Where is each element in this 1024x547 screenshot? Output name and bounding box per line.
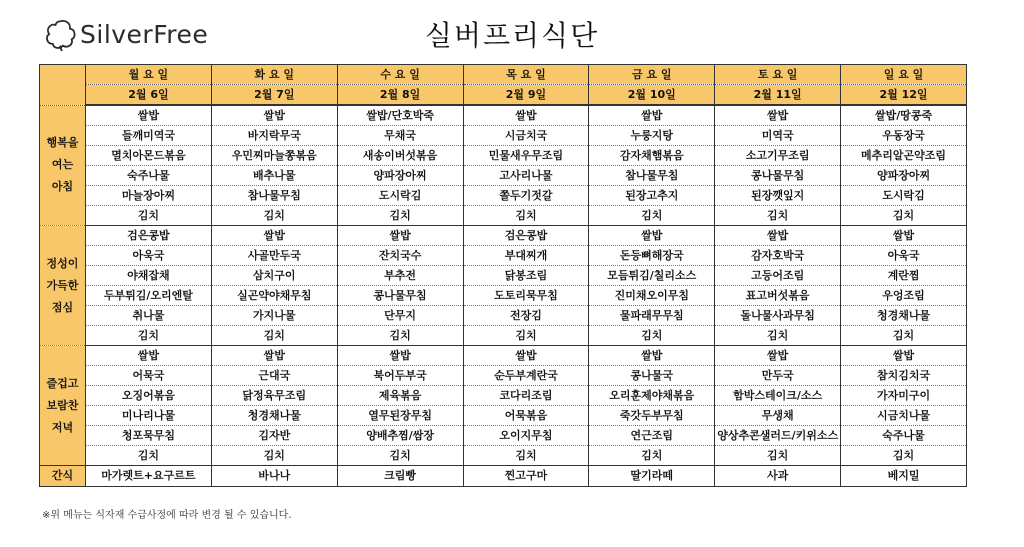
menu-cell: 미나리나물 (86, 406, 212, 426)
menu-cell: 함박스테이크/소스 (715, 386, 841, 406)
menu-cell: 청포묵무침 (86, 426, 212, 446)
menu-cell: 멸치아몬드볶음 (86, 146, 212, 166)
menu-cell: 김치 (841, 326, 967, 346)
menu-cell: 오이지무침 (463, 426, 589, 446)
meal-label-line: 행복을 (46, 136, 79, 150)
menu-cell: 야채잡채 (86, 266, 212, 286)
snack-cell: 크림빵 (337, 466, 463, 487)
menu-cell: 취나물 (86, 306, 212, 326)
menu-cell: 근대국 (211, 366, 337, 386)
day-header: 수 요 일 (337, 65, 463, 85)
menu-cell: 코다리조림 (463, 386, 589, 406)
menu-row (40, 105, 967, 126)
menu-cell: 누룽지탕 (589, 126, 715, 146)
menu-cell: 우동장국 (841, 126, 967, 146)
date-header: 2월 6일 (86, 85, 212, 106)
menu-cell: 잔치국수 (337, 246, 463, 266)
menu-cell: 쫄두기젓갈 (463, 186, 589, 206)
meal-label-line: 아침 (51, 180, 74, 194)
menu-cell: 쌀밥 (211, 105, 337, 126)
menu-row (40, 266, 967, 286)
menu-cell: 양상추콘샐러드/키위소스 (715, 426, 841, 446)
menu-cell: 가자미구이 (841, 386, 967, 406)
menu-cell: 소고기무조림 (715, 146, 841, 166)
menu-cell: 열무된장무침 (337, 406, 463, 426)
menu-cell: 두부튀김/오리엔탈 (86, 286, 212, 306)
menu-cell: 김치 (86, 326, 212, 346)
menu-cell: 김치 (211, 206, 337, 226)
meal-label (40, 346, 86, 466)
meal-label-line: 정성이 (46, 256, 79, 270)
meal-label-line: 보람찬 (46, 398, 79, 412)
menu-cell: 우엉조림 (841, 286, 967, 306)
disclaimer-note: ※위 메뉴는 식자재 수급사정에 따라 변경 될 수 있습니다. (42, 510, 292, 521)
menu-cell: 콩나물무침 (337, 286, 463, 306)
menu-cell: 쌀밥 (337, 346, 463, 366)
menu-cell: 도시락김 (841, 186, 967, 206)
menu-cell: 된장고추지 (589, 186, 715, 206)
menu-row (40, 366, 967, 386)
menu-cell: 삼치구이 (211, 266, 337, 286)
day-header: 금 요 일 (589, 65, 715, 85)
snack-cell: 바나나 (211, 466, 337, 487)
date-header: 2월 7일 (211, 85, 337, 106)
menu-cell: 김치 (86, 206, 212, 226)
menu-cell: 민물새우무조림 (463, 146, 589, 166)
day-header: 화 요 일 (211, 65, 337, 85)
menu-cell: 양배추찜/쌈장 (337, 426, 463, 446)
date-header: 2월 9일 (463, 85, 589, 106)
menu-cell: 고사리나물 (463, 166, 589, 186)
menu-cell: 쌀밥 (211, 226, 337, 246)
menu-cell: 시금치나물 (841, 406, 967, 426)
menu-cell: 메추리알곤약조림 (841, 146, 967, 166)
menu-cell: 참치김치국 (841, 366, 967, 386)
meal-label-line: 가득한 (46, 278, 79, 292)
menu-cell: 전장김 (463, 306, 589, 326)
menu-cell: 쌀밥 (841, 346, 967, 366)
menu-row (40, 386, 967, 406)
menu-cell: 쌀밥 (86, 346, 212, 366)
menu-cell: 김치 (715, 446, 841, 466)
menu-cell: 쌀밥 (463, 105, 589, 126)
menu-cell: 김치 (589, 326, 715, 346)
menu-cell: 쌀밥 (715, 105, 841, 126)
menu-cell: 만두국 (715, 366, 841, 386)
menu-cell: 도시락김 (337, 186, 463, 206)
menu-row (40, 186, 967, 206)
menu-cell: 검은콩밥 (463, 226, 589, 246)
snack-cell: 베지밀 (841, 466, 967, 487)
menu-cell: 무채국 (337, 126, 463, 146)
menu-cell: 쌀밥/단호박죽 (337, 105, 463, 126)
meal-label-line: 점심 (51, 300, 74, 314)
snack-cell: 찐고구마 (463, 466, 589, 487)
menu-cell: 아욱국 (86, 246, 212, 266)
menu-cell: 새송이버섯볶음 (337, 146, 463, 166)
date-header: 2월 11일 (715, 85, 841, 106)
menu-cell: 감자호박국 (715, 246, 841, 266)
menu-cell: 오징어볶음 (86, 386, 212, 406)
weekly-menu-table (39, 64, 967, 487)
menu-cell: 죽갓두부무침 (589, 406, 715, 426)
day-header: 월 요 일 (86, 65, 212, 85)
menu-cell: 김치 (211, 326, 337, 346)
menu-cell: 무생채 (715, 406, 841, 426)
date-header: 2월 12일 (841, 85, 967, 106)
menu-cell: 쌀밥 (589, 226, 715, 246)
meal-label-line: 저녁 (51, 420, 74, 434)
menu-cell: 쌀밥 (86, 105, 212, 126)
menu-cell: 바지락무국 (211, 126, 337, 146)
menu-cell: 감자채햄볶음 (589, 146, 715, 166)
menu-cell: 도토리묵무침 (463, 286, 589, 306)
menu-cell: 김치 (211, 446, 337, 466)
menu-cell: 돌나물사과무침 (715, 306, 841, 326)
menu-cell: 참나물무침 (589, 166, 715, 186)
menu-cell: 아욱국 (841, 246, 967, 266)
menu-cell: 진미채오이무침 (589, 286, 715, 306)
snack-cell: 사과 (715, 466, 841, 487)
menu-cell: 쌀밥 (715, 226, 841, 246)
menu-cell: 표고버섯볶음 (715, 286, 841, 306)
menu-cell: 가지나물 (211, 306, 337, 326)
menu-cell: 쌀밥 (589, 105, 715, 126)
meal-label-line: 여는 (51, 158, 74, 172)
menu-row (40, 346, 967, 366)
menu-cell: 김치 (715, 326, 841, 346)
menu-cell: 검은콩밥 (86, 226, 212, 246)
menu-cell: 청경채나물 (211, 406, 337, 426)
meal-label (40, 226, 86, 346)
menu-row (40, 126, 967, 146)
menu-cell: 닭정육무조림 (211, 386, 337, 406)
menu-cell: 양파장아찌 (337, 166, 463, 186)
menu-cell: 김치 (463, 326, 589, 346)
snack-label: 간식 (40, 466, 86, 487)
menu-cell: 김치 (337, 446, 463, 466)
menu-cell: 김치 (463, 446, 589, 466)
menu-cell: 연근조림 (589, 426, 715, 446)
menu-cell: 숙주나물 (841, 426, 967, 446)
day-header: 토 요 일 (715, 65, 841, 85)
menu-cell: 숙주나물 (86, 166, 212, 186)
menu-cell: 마늘장아찌 (86, 186, 212, 206)
menu-cell: 쌀밥/땅콩죽 (841, 105, 967, 126)
page-title: 실버프리식단 (424, 19, 600, 52)
meal-label-line: 즐겁고 (46, 376, 79, 390)
day-header: 목 요 일 (463, 65, 589, 85)
menu-cell: 계란찜 (841, 266, 967, 286)
menu-cell: 김치 (337, 206, 463, 226)
menu-cell: 쌀밥 (715, 346, 841, 366)
brand-name: SilverFree (80, 19, 209, 49)
menu-cell: 돈등뼈해장국 (589, 246, 715, 266)
menu-cell: 김치 (589, 206, 715, 226)
meal-label (40, 105, 86, 226)
menu-row (40, 426, 967, 446)
menu-row (40, 146, 967, 166)
menu-cell: 들깨미역국 (86, 126, 212, 146)
snack-cell: 딸기라떼 (589, 466, 715, 487)
menu-cell: 물파래무무침 (589, 306, 715, 326)
menu-cell: 북어두부국 (337, 366, 463, 386)
menu-cell: 쌀밥 (589, 346, 715, 366)
menu-row (40, 406, 967, 426)
menu-cell: 순두부계란국 (463, 366, 589, 386)
menu-cell: 모듬튀김/칠리소스 (589, 266, 715, 286)
menu-cell: 쌀밥 (337, 226, 463, 246)
menu-cell: 김치 (463, 206, 589, 226)
menu-cell: 쌀밥 (211, 346, 337, 366)
menu-cell: 김치 (715, 206, 841, 226)
menu-row (40, 446, 967, 466)
menu-cell: 실곤약야채무침 (211, 286, 337, 306)
menu-row (40, 246, 967, 266)
menu-cell: 김치 (86, 446, 212, 466)
menu-row (40, 306, 967, 326)
menu-row (40, 226, 967, 246)
menu-cell: 단무지 (337, 306, 463, 326)
menu-cell: 콩나물국 (589, 366, 715, 386)
menu-cell: 닭봉조림 (463, 266, 589, 286)
menu-cell: 제육볶음 (337, 386, 463, 406)
menu-cell: 우민찌마늘쫑볶음 (211, 146, 337, 166)
menu-cell: 참나물무침 (211, 186, 337, 206)
menu-cell: 김치 (841, 206, 967, 226)
menu-cell: 시금치국 (463, 126, 589, 146)
menu-cell: 사골만두국 (211, 246, 337, 266)
menu-cell: 김치 (337, 326, 463, 346)
menu-row (40, 326, 967, 346)
menu-row (40, 206, 967, 226)
date-header: 2월 8일 (337, 85, 463, 106)
menu-cell: 오리훈제야채볶음 (589, 386, 715, 406)
menu-cell: 미역국 (715, 126, 841, 146)
menu-cell: 김치 (841, 446, 967, 466)
menu-cell: 부대찌개 (463, 246, 589, 266)
menu-cell: 김자반 (211, 426, 337, 446)
date-header: 2월 10일 (589, 85, 715, 106)
day-header: 일 요 일 (841, 65, 967, 85)
menu-cell: 부추전 (337, 266, 463, 286)
menu-cell: 어묵국 (86, 366, 212, 386)
menu-cell: 고등어조림 (715, 266, 841, 286)
header-corner (40, 65, 86, 106)
menu-cell: 쌀밥 (841, 226, 967, 246)
menu-cell: 양파장아찌 (841, 166, 967, 186)
snack-row (40, 466, 967, 487)
menu-cell: 어묵볶음 (463, 406, 589, 426)
menu-cell: 청경채나물 (841, 306, 967, 326)
snack-cell: 마가렛트+요구르트 (86, 466, 212, 487)
menu-cell: 된장깻잎지 (715, 186, 841, 206)
menu-row (40, 286, 967, 306)
menu-cell: 쌀밥 (463, 346, 589, 366)
menu-cell: 김치 (589, 446, 715, 466)
menu-row (40, 166, 967, 186)
menu-cell: 배추나물 (211, 166, 337, 186)
menu-cell: 콩나물무침 (715, 166, 841, 186)
